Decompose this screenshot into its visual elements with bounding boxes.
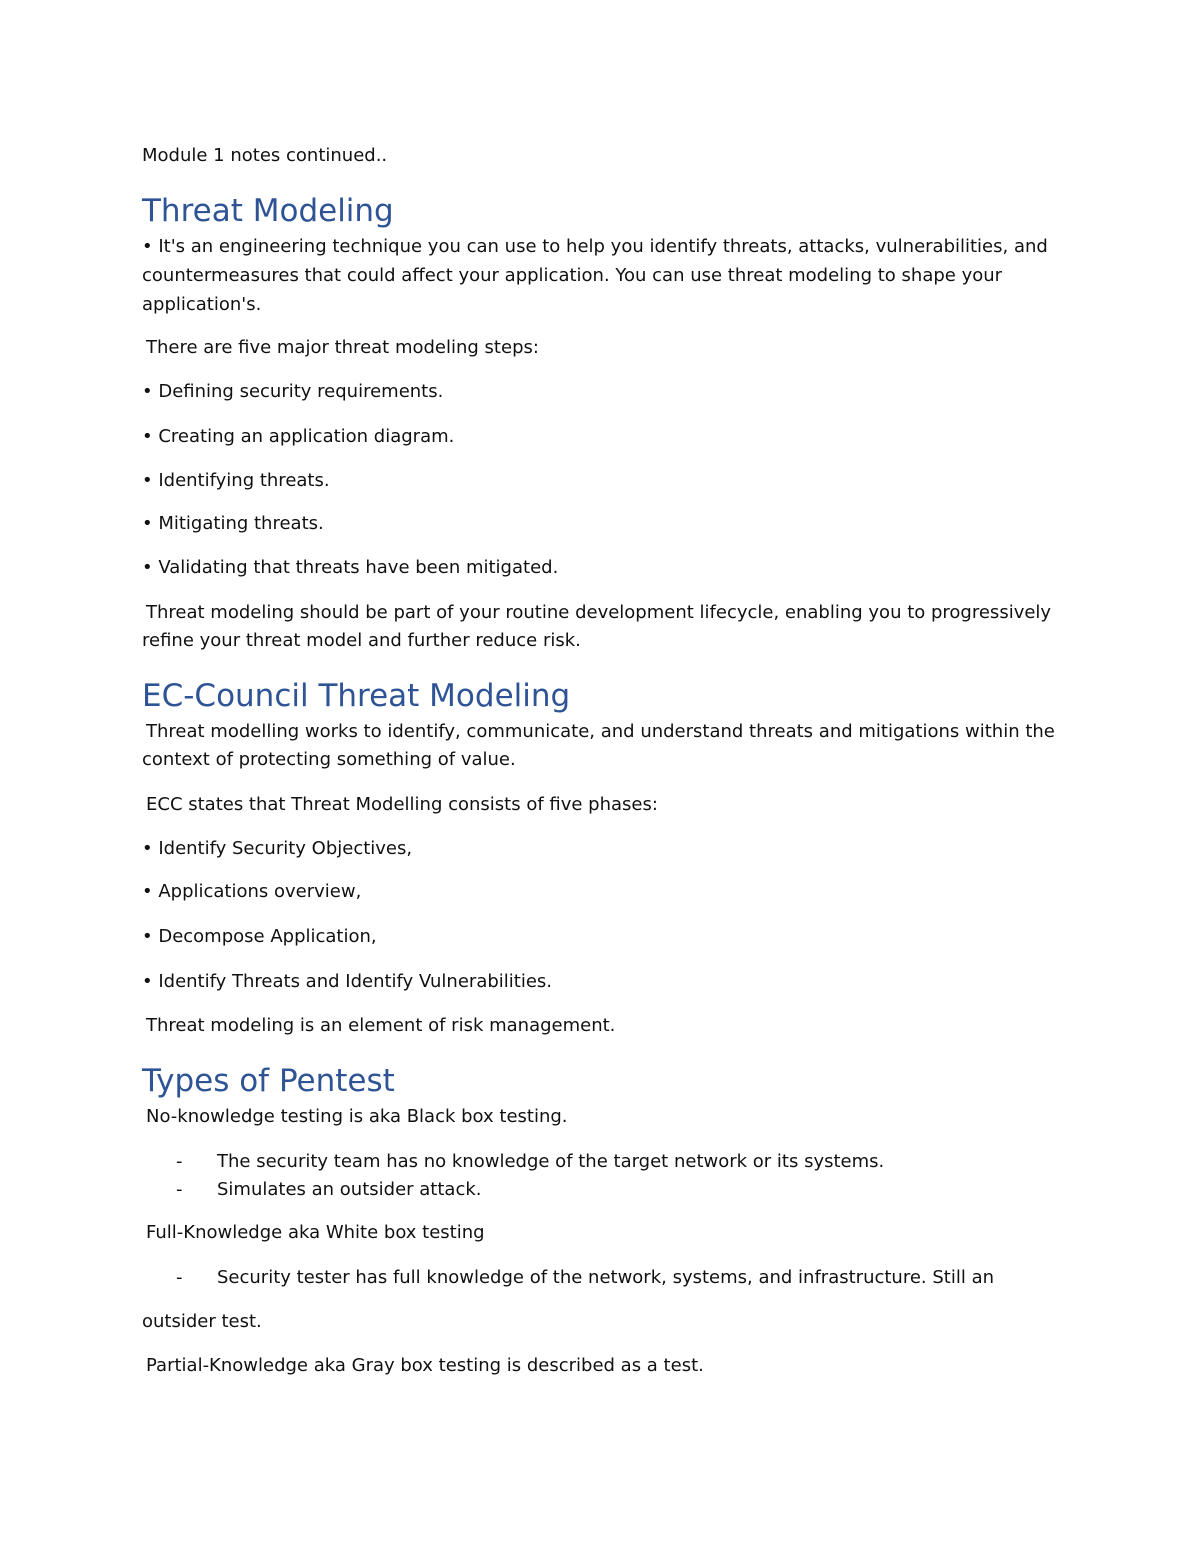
threat-modeling-closing-line: Threat modeling should be part of your routine development lifecycle, enabling you to progressively [146,602,1052,623]
threat-modeling-desc-line: • It's an engineering technique you can use to help you identify threats, attacks, vulnerabilities, and [142,236,1048,257]
white-box-item: Security tester has full knowledge of the network, systems, and infrastructure. Still an [217,1267,995,1288]
black-box-item: The security team has no knowledge of the target network or its systems. [217,1151,885,1172]
phase-item: • Identify Threats and Identify Vulnerabilities. [142,971,553,992]
step-item: • Mitigating threats. [142,513,324,534]
threat-modeling-closing-line: refine your threat model and further reduce risk. [142,630,581,651]
black-box-title: No-knowledge testing is aka Black box testing. [146,1106,568,1127]
phases-intro: ECC states that Threat Modelling consists of five phases: [146,794,658,815]
step-item: • Defining security requirements. [142,381,444,402]
dash-bullet: - [176,1267,183,1288]
black-box-item: Simulates an outsider attack. [217,1179,482,1200]
heading-ec-council: EC-Council Threat Modeling [142,678,571,714]
gray-box-title: Partial-Knowledge aka Gray box testing is described as a test. [146,1355,704,1376]
white-box-continuation: outsider test. [142,1311,262,1332]
threat-modeling-desc-line: application's. [142,294,262,315]
dash-bullet: - [176,1151,183,1172]
step-item: • Creating an application diagram. [142,426,455,447]
intro-line: Module 1 notes continued.. [142,145,388,166]
steps-intro: There are five major threat modeling steps: [146,337,539,358]
step-item: • Identifying threats. [142,470,330,491]
dash-bullet: - [176,1179,183,1200]
phase-item: • Applications overview, [142,881,362,902]
ec-council-closing: Threat modeling is an element of risk management. [146,1015,616,1036]
step-item: • Validating that threats have been mitigated. [142,557,559,578]
heading-threat-modeling: Threat Modeling [142,193,394,229]
ec-council-desc-line: Threat modelling works to identify, communicate, and understand threats and mitigations within the [146,721,1055,742]
ec-council-desc-line: context of protecting something of value. [142,749,516,770]
phase-item: • Identify Security Objectives, [142,838,413,859]
heading-types-of-pentest: Types of Pentest [142,1063,395,1099]
threat-modeling-desc-line: countermeasures that could affect your application. You can use threat modeling to shape your [142,265,1003,286]
white-box-title: Full-Knowledge aka White box testing [146,1222,485,1243]
phase-item: • Decompose Application, [142,926,377,947]
